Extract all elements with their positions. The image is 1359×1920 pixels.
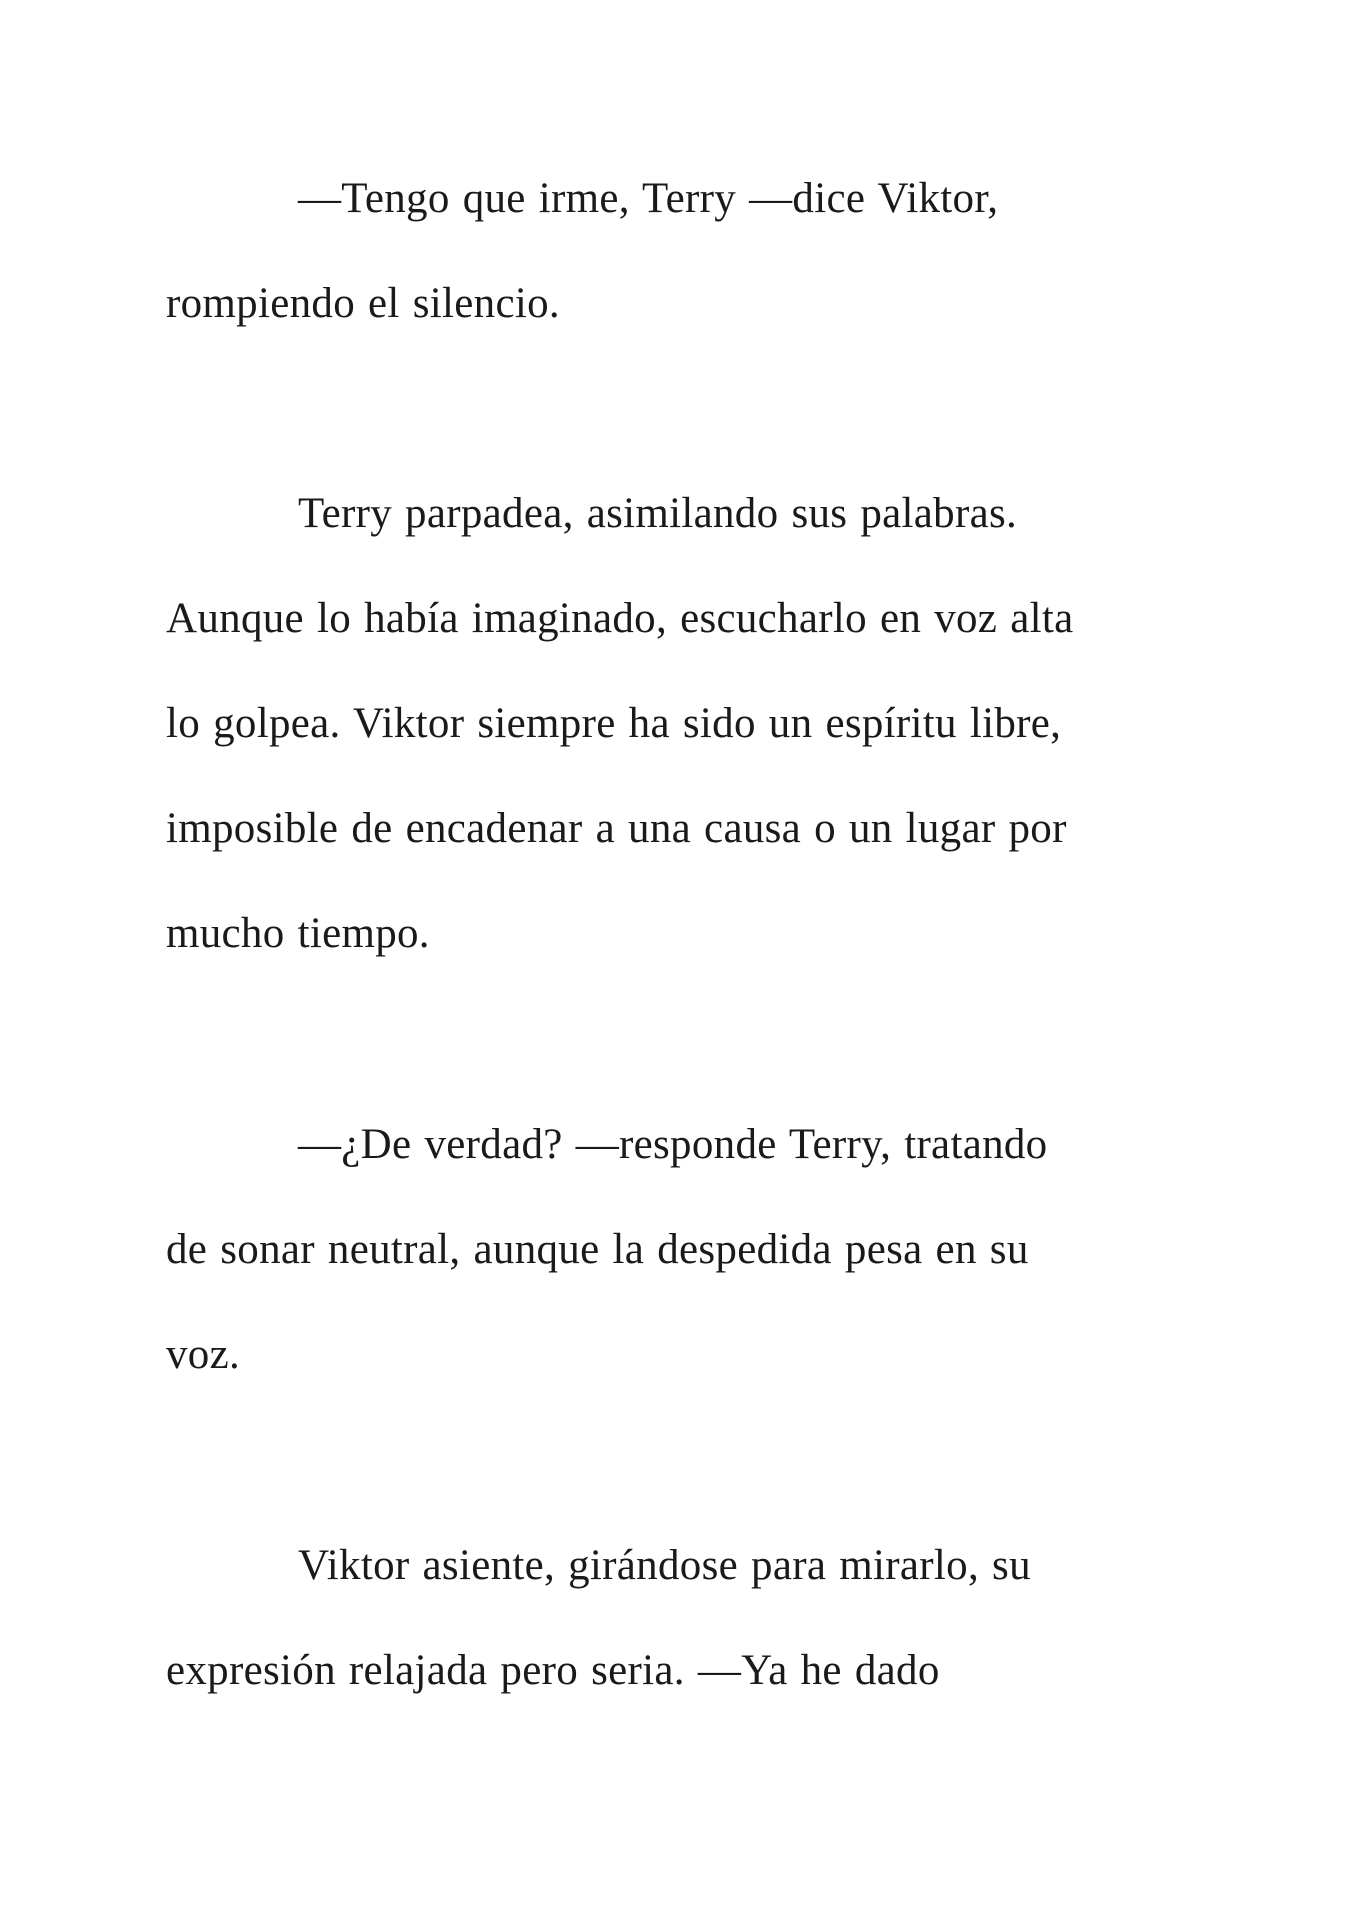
paragraph — [166, 1513, 1206, 1723]
paragraph — [166, 146, 1206, 356]
paragraph — [166, 1092, 1206, 1407]
text-line: imposible de encadenar a una causa o un lugar por — [166, 805, 1067, 852]
text-line: Terry parpadea, asimilando sus palabras. — [298, 490, 1018, 537]
text-line: expresión relajada pero seria. —Ya he dado — [166, 1647, 940, 1694]
text-line: de sonar neutral, aunque la despedida pesa en su — [166, 1226, 1029, 1273]
text-line: voz. — [166, 1331, 241, 1378]
text-line: mucho tiempo. — [166, 910, 430, 957]
text-line: lo golpea. Viktor siempre ha sido un espíritu libre, — [166, 700, 1062, 747]
text-line: Aunque lo había imaginado, escucharlo en voz alta — [166, 595, 1074, 642]
text-line: —Tengo que irme, Terry —dice Viktor, — [298, 175, 999, 222]
paragraph — [166, 461, 1206, 986]
text-line: Viktor asiente, girándose para mirarlo, su — [298, 1542, 1031, 1589]
text-line: —¿De verdad? —responde Terry, tratando — [298, 1121, 1048, 1168]
text-line: rompiendo el silencio. — [166, 280, 560, 327]
